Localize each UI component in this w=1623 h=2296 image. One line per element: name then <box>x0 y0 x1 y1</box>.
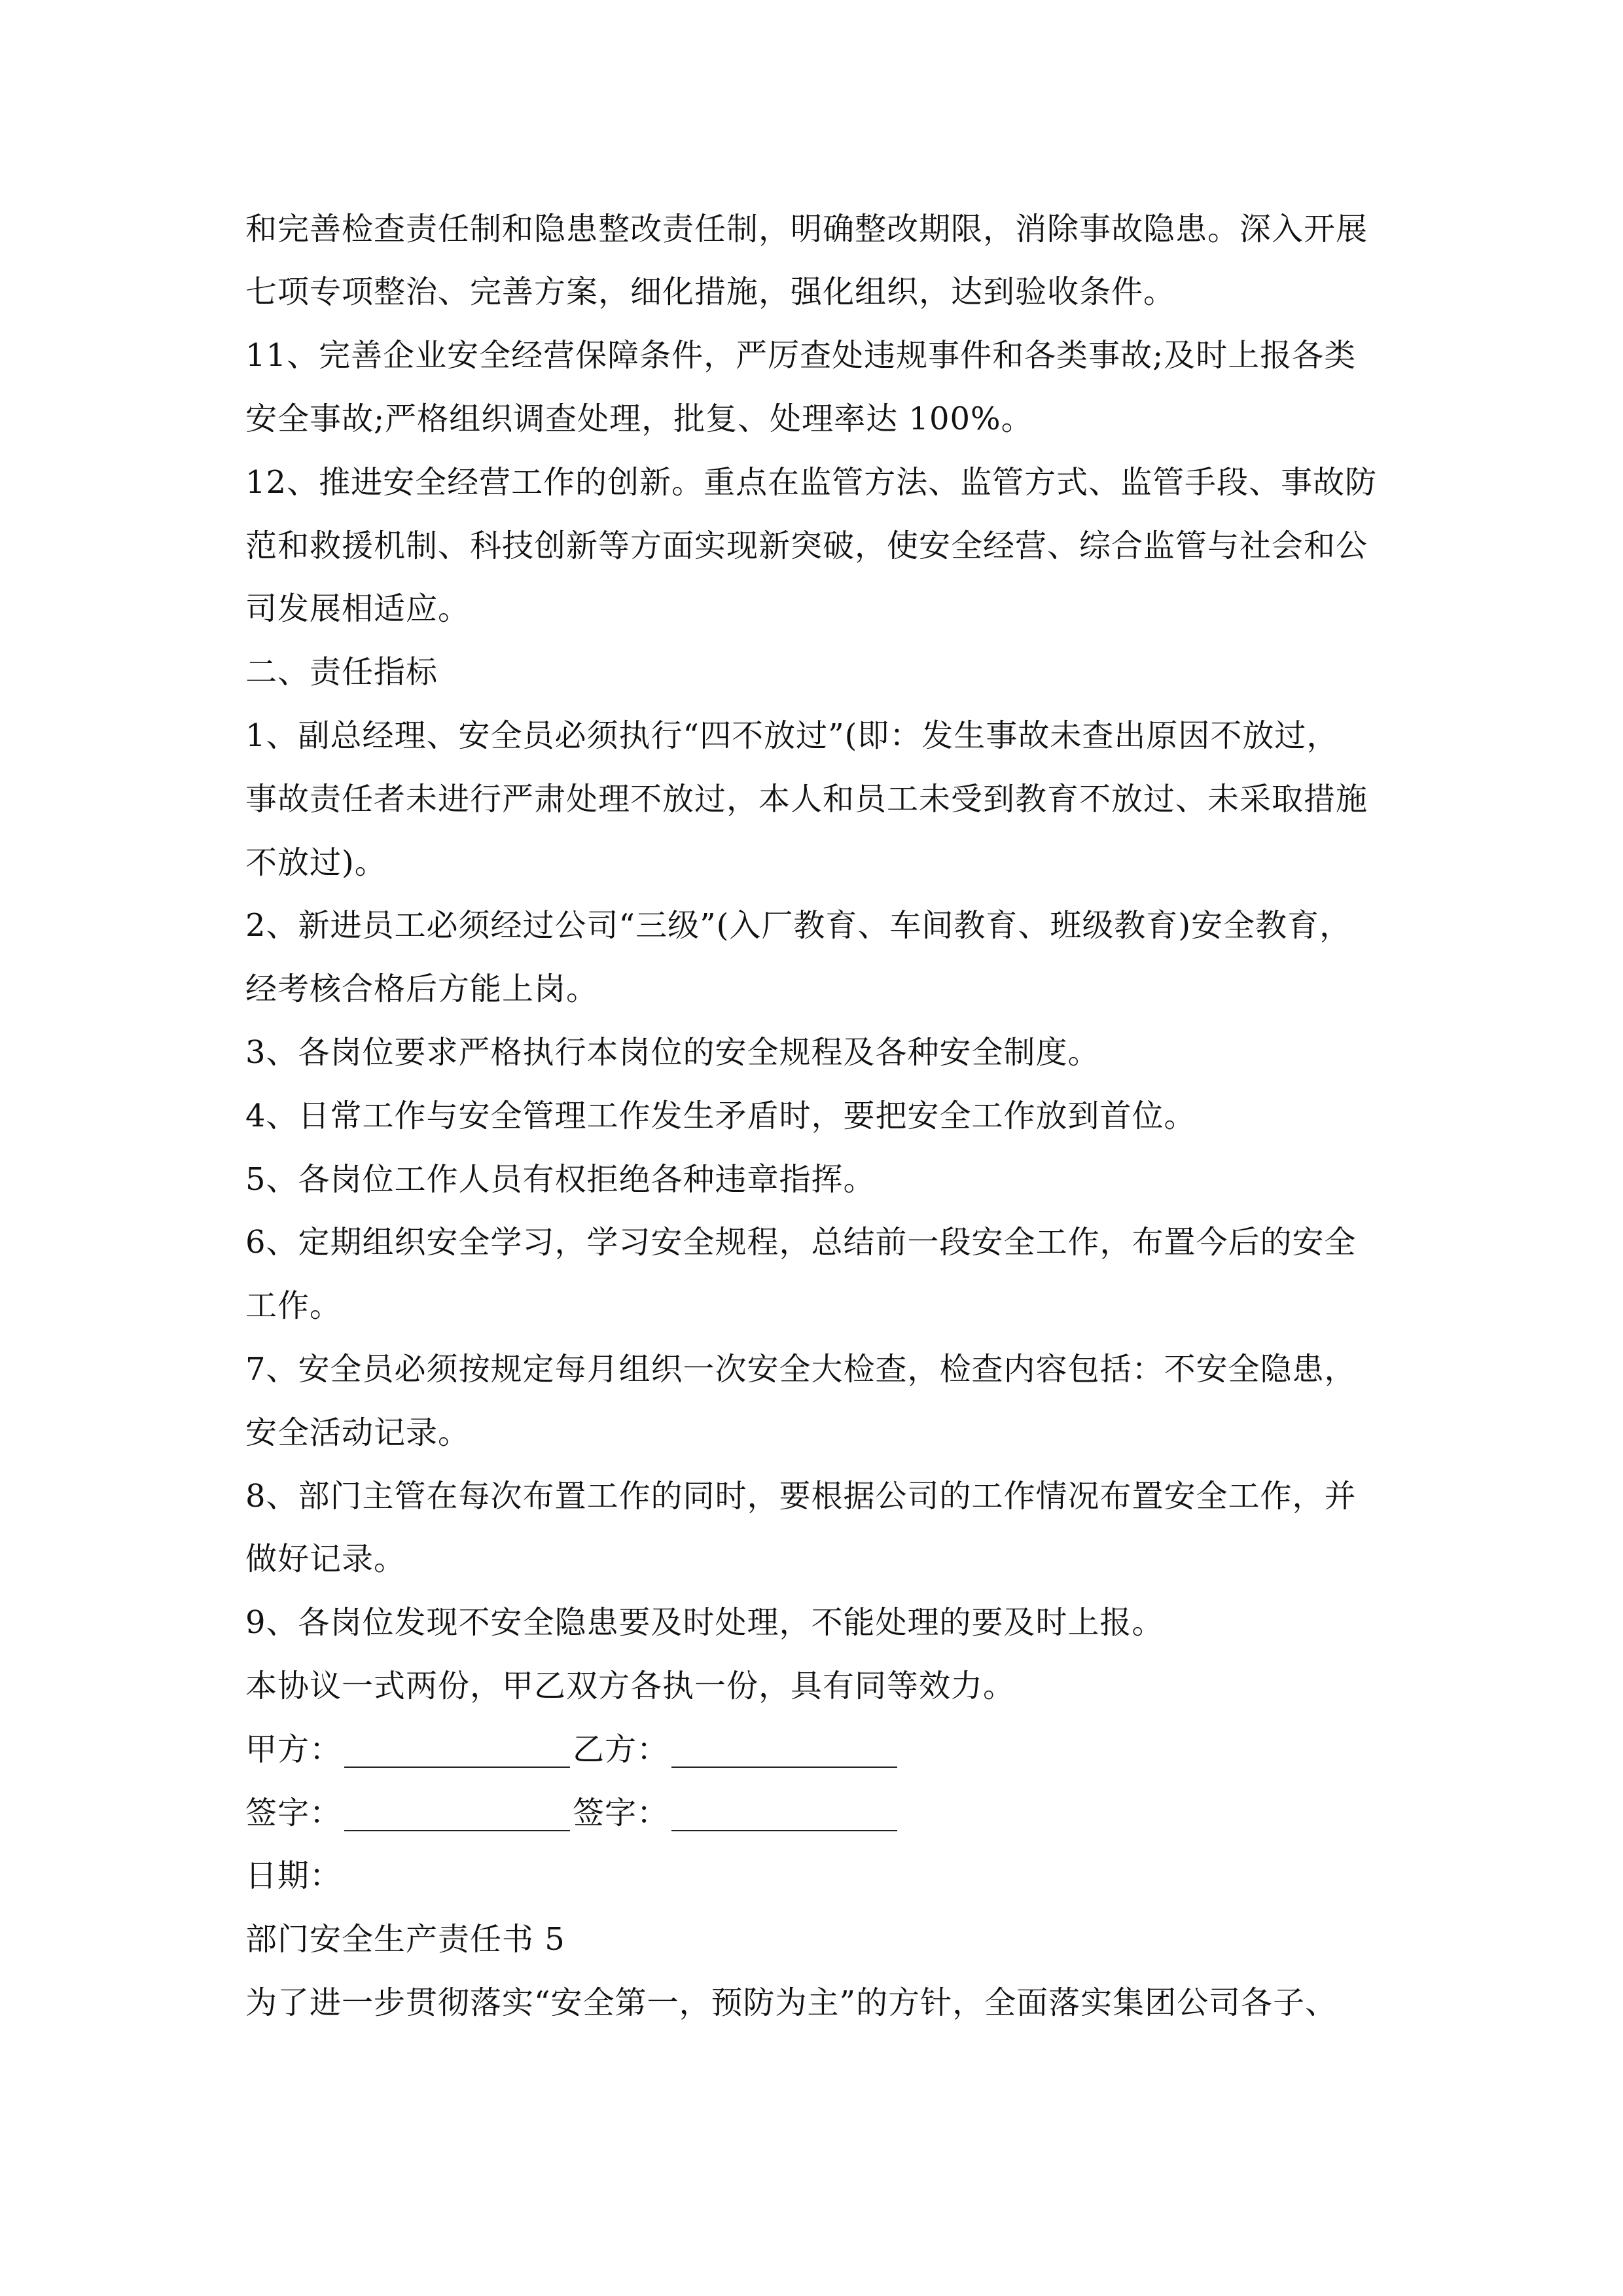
text-line: 做好记录。 <box>245 1541 406 1577</box>
signature-row <box>245 1793 900 1833</box>
sign-a-blank[interactable] <box>344 1830 570 1831</box>
party-a-blank[interactable] <box>344 1767 570 1768</box>
party-a-label: 甲方： <box>245 1731 342 1768</box>
text-line: 4、日常工作与安全管理工作发生矛盾时，要把安全工作放到首位。 <box>245 1098 1196 1134</box>
text-line: 8、部门主管在每次布置工作的同时，要根据公司的工作情况布置安全工作，并 <box>245 1478 1357 1515</box>
text-line: 和完善检查责任制和隐患整改责任制，明确整改期限，消除事故隐患。深入开展 <box>245 211 1368 247</box>
text-line: 不放过)。 <box>245 844 387 881</box>
date-label: 日期： <box>245 1857 342 1894</box>
text-line: 范和救援机制、科技创新等方面实现新突破，使安全经营、综合监管与社会和公 <box>245 528 1368 564</box>
text-line: 经考核合格后方能上岗。 <box>245 971 599 1007</box>
next-section-first-line: 为了进一步贯彻落实“安全第一，预防为主”的方针，全面落实集团公司各子、 <box>245 1984 1338 2021</box>
sign-a-label: 签字： <box>245 1795 342 1831</box>
text-line: 5、各岗位工作人员有权拒绝各种违章指挥。 <box>245 1161 876 1198</box>
text-line: 2、新进员工必须经过公司“三级”(入厂教育、车间教育、班级教育)安全教育， <box>245 907 1352 944</box>
text-line: 工作。 <box>245 1287 342 1324</box>
sign-b-blank[interactable] <box>671 1830 897 1831</box>
text-line: 3、各岗位要求严格执行本岗位的安全规程及各种安全制度。 <box>245 1034 1100 1071</box>
party-b-blank[interactable] <box>671 1767 897 1768</box>
text-line: 9、各岗位发现不安全隐患要及时处理，不能处理的要及时上报。 <box>245 1604 1164 1641</box>
next-section-title: 部门安全生产责任书 5 <box>245 1921 565 1958</box>
text-line: 本协议一式两份，甲乙双方各执一份，具有同等效力。 <box>245 1668 1016 1704</box>
text-line: 6、定期组织安全学习，学习安全规程，总结前一段安全工作，布置今后的安全 <box>245 1224 1357 1261</box>
section-heading: 二、责任指标 <box>245 654 438 691</box>
text-line: 司发展相适应。 <box>245 590 471 627</box>
party-b-label: 乙方： <box>573 1731 669 1768</box>
text-line: 1、副总经理、安全员必须执行“四不放过”(即：发生事故未查出原因不放过， <box>245 717 1339 754</box>
text-line: 7、安全员必须按规定每月组织一次安全大检查，检查内容包括：不安全隐患， <box>245 1351 1357 1388</box>
text-line: 安全活动记录。 <box>245 1414 471 1451</box>
text-line: 安全事故;严格组织调查处理，批复、处理率达 100%。 <box>245 401 1033 437</box>
text-line: 11、完善企业安全经营保障条件，严厉查处违规事件和各类事故;及时上报各类 <box>245 337 1357 374</box>
sign-b-label: 签字： <box>573 1795 669 1831</box>
text-line: 12、推进安全经营工作的创新。重点在监管方法、监管方式、监管手段、事故防 <box>245 464 1378 501</box>
text-line: 七项专项整治、完善方案，细化措施，强化组织，达到验收条件。 <box>245 274 1176 310</box>
party-row <box>245 1730 900 1769</box>
text-line: 事故责任者未进行严肃处理不放过，本人和员工未受到教育不放过、未采取措施 <box>245 781 1368 817</box>
